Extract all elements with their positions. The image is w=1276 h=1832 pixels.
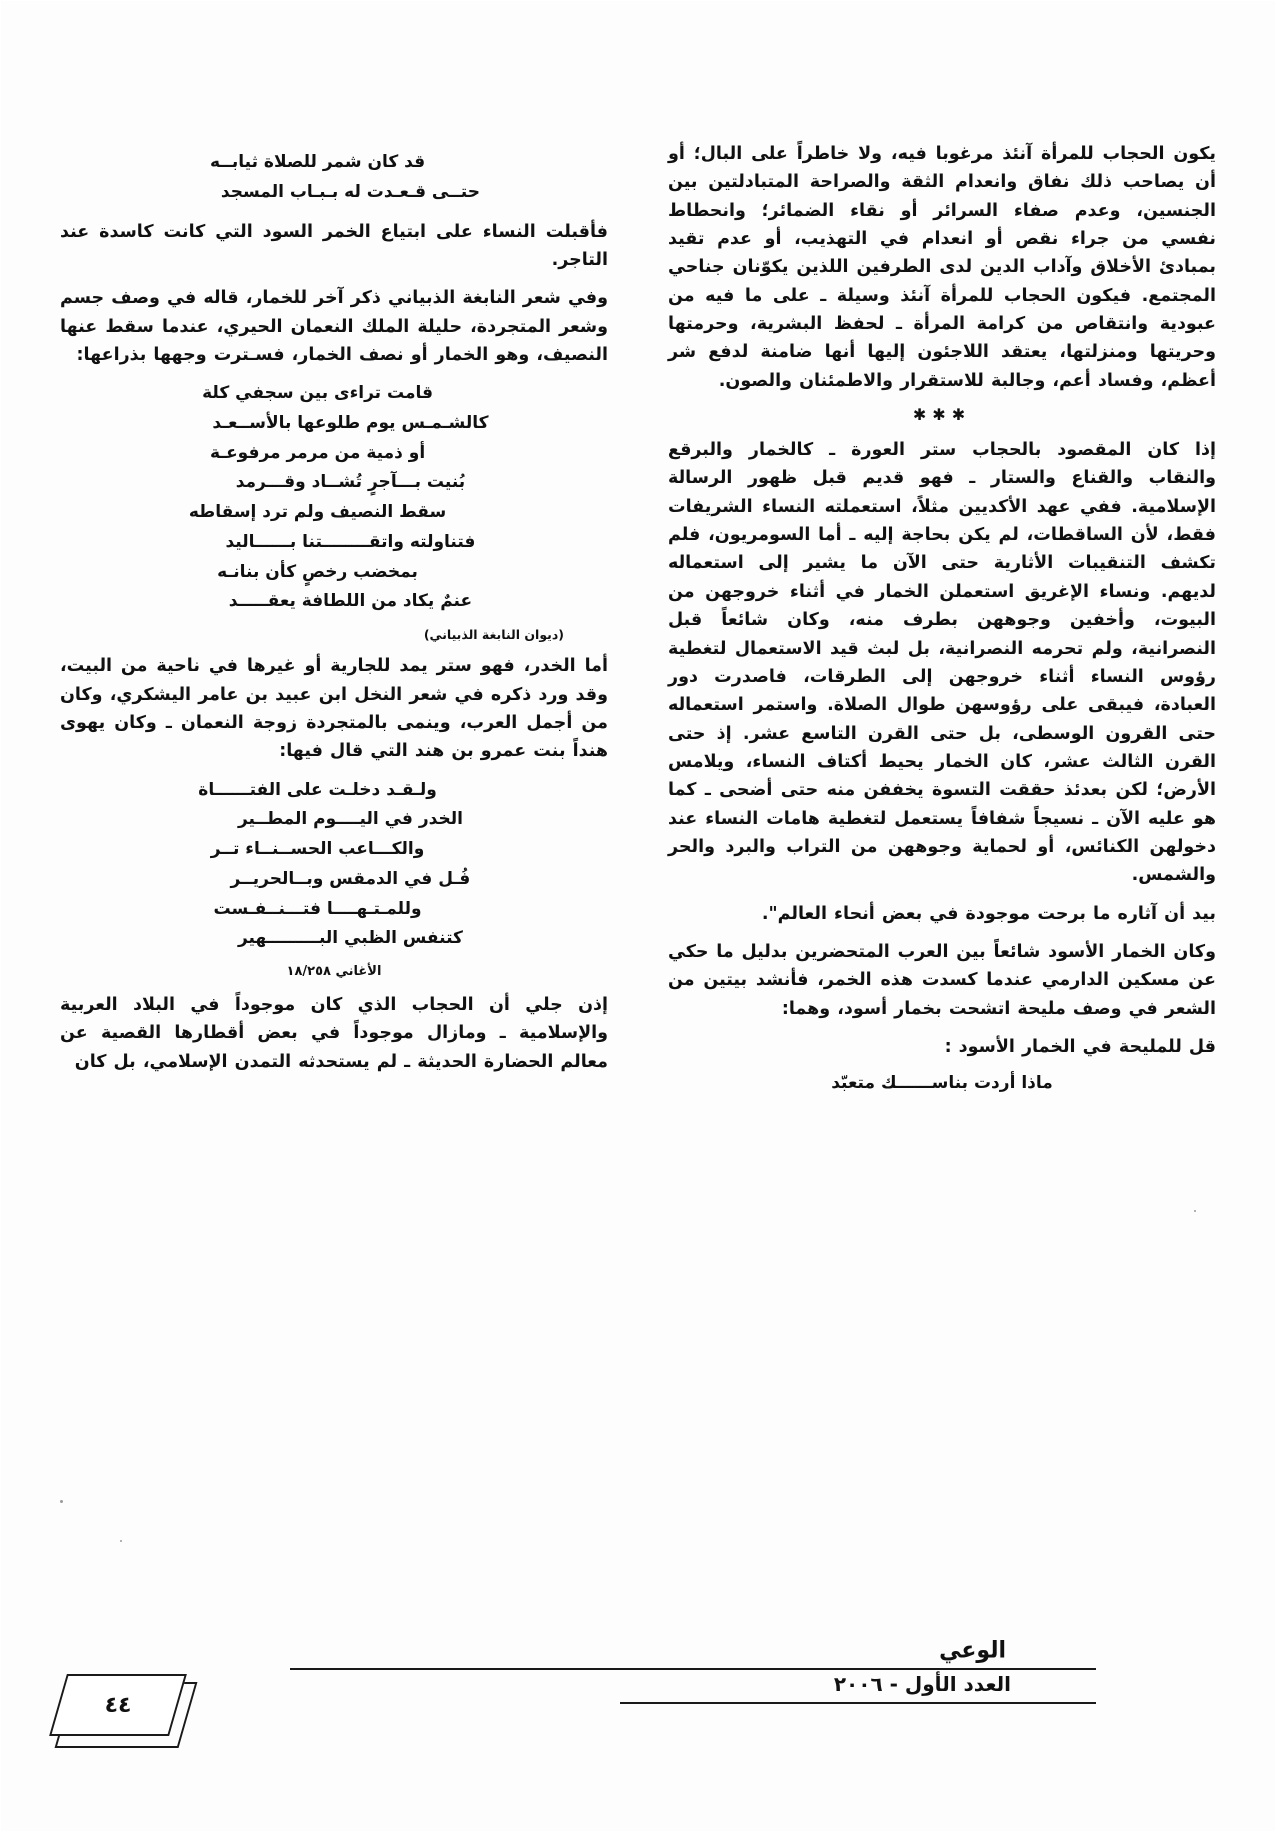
journal-title: الوعي <box>939 1637 1006 1664</box>
paragraph: يكون الحجاب للمرأة آنئذ مرغوبا فيه، ولا خاطراً على البال؛ أو أن يصاحب ذلك نفاق وانعدام الثقة والصراحة المتبادلتين بين الجنسين، وعدم صفاء السرائر أو نقاء الضمائر؛ وانحطاط نفسي من جراء نقص أو انعدام في التهذيب، أو عدم تقيد بمبادئ الأخلاق وآداب الدين لدى الطرفين اللذين يكوّنان جناحي المجتمع. فيكون الحجاب للمرأة آنئذ وسيلة ـ على ما فيه من عبودية وانتقاص من كرامة المرأة ـ لحفظ البشرية، وحرمتها وحريتها ومنزلتها، يعتقد اللاجئون إليها أنها ضامنة لدفع شر أعظم، وفساد أعم، وجالبة للاستقرار والاطمئنان والصون. <box>668 144 1216 391</box>
source-reference: الأغاني ١٨/٢٥٨ <box>286 964 382 980</box>
poem-line: وللمـتـهــــا فتـــنــفـست <box>213 898 422 919</box>
section-separator: ✱✱✱ <box>912 405 972 425</box>
paragraph: وكان الخمار الأسود شائعاً بين العرب المتحضرين بدليل ما حكي عن مسكين الدارمي عندما كسدت هذه الخمر، فأنشد بيتين من الشعر في وصف مليحة اتشحت بخمار أسود، وهما: <box>668 941 1216 1019</box>
poem-line: كتنفس الظبي البـــــــــهير <box>237 928 463 949</box>
poem-line: أو ذمية من مرمر مرفوعـة <box>209 442 426 463</box>
poem-intro: قل للمليحة في الخمار الأسود : <box>944 1036 1216 1057</box>
poem-line: قد كان شمر للصلاة ثيابــه <box>209 152 426 172</box>
poem-line: الخدر في اليــــوم المطــير <box>237 809 463 830</box>
poem-verse <box>60 379 608 617</box>
page-number: ٤٤ <box>104 1692 132 1718</box>
poem-line: فتناولته واتقــــــــتنا بــــــاليد <box>225 531 476 552</box>
paragraph: فأقبلت النساء على ابتياع الخمر السود التي كانت كاسدة عند التاجر. <box>60 221 608 270</box>
poem-line: سقط النصيف ولم ترد إسقاطه <box>188 502 447 523</box>
poem-line: فُـل في الدمقس وبــالحريــر <box>230 868 471 889</box>
poem-verse <box>60 148 608 208</box>
footer-rule <box>290 1668 1096 1670</box>
poem-line: ماذا أردت بناســــــك متعبّد <box>831 1073 1053 1094</box>
poem-line: حتــى قـعـدت له بـبـاب المسجد <box>220 181 480 202</box>
column-left <box>60 140 616 1632</box>
poem-line: والكـــاعب الحســنــاء تــر <box>210 839 425 860</box>
paragraph: وفي شعر النابغة الذبياني ذكر آخر للخمار، قاله في وصف جسم وشعر المتجردة، حليلة الملك النعمان الحيري، عندما سقط عنها النصيف، وهو الخمار أو نصف الخمار، فسـترت وجهها بذراعها: <box>60 288 608 365</box>
scan-speck <box>60 1500 63 1503</box>
paragraph: إذن جلي أن الحجاب الذي كان موجوداً في البلاد العربية والإسلامية ـ ومازال موجوداً في بعض أقطارها القصية عن معالم الحضارة الحديثة ـ لم يستحدثه التمدن الإسلامي، بل كان <box>60 995 608 1072</box>
issue-label: العدد الأول - ٢٠٠٦ <box>833 1672 1011 1696</box>
poem-verse <box>60 776 608 955</box>
scan-speck <box>1194 1210 1196 1212</box>
poem-line: عنمٌ يكاد من اللطافة يعقـــــد <box>228 591 473 612</box>
poem-attribution: (ديوان النابغة الذبياني) <box>423 627 564 643</box>
paragraph: إذا كان المقصود بالحجاب ستر العورة ـ كالخمار والبرقع والنقاب والقناع والستار ـ فهو قديم قبل ظهور الرسالة الإسلامية. ففي عهد الأكديين مثلاً، استعملته النساء الشريفات فقط، لأن الساقطات، لم يكن بحاجة إليه ـ أما السومريون، فلم تكشف التنقيبات الأثارية حتى الآن ما يشير إلى استعماله لديهم. ونساء الإغريق استعملن الخمار في أثناء خروجهن من البيوت، وأخفين وجوههن بطرف منه، وكان شائعاً قبل النصرانية، ولم تحرمه النصرانية، بل لبث قيد الاستعمال لتغطية رؤوس النساء أثناء خروجهن إلى الطرقات، فاصدرت دور العبادة، فيبقى على رؤوسهن طوال الصلاة. واستمر استعماله حتى القرون الوسطى، بل حتى القرن التاسع عشر. إذ حتى القرن الثالث عشر، كان الخمار يحيط أكتاف النساء، ويلامس الأرض؛ لكن بعدئذ حققت التسوة يخففن منه حتى أضحى ـ كما هو عليه الآن ـ نسيجاً شفافاً يستعمل لتغطية هامات النساء عند دخولهن الكنائس، أو لحماية وجوههن من التراب والبرد والحر والشمس. <box>668 440 1216 886</box>
poem-line: قامت تراءى بين سجفي كلة <box>202 383 434 404</box>
poem-line: بُنيت بـــآجرٍ تُشــاد وقـــرمد <box>235 472 466 493</box>
paragraph: بيد أن آثاره ما برحت موجودة في بعض أنحاء العالم". <box>761 903 1216 924</box>
scan-speck <box>120 1540 122 1542</box>
poem-line: بمخضب رخصٍ كأن بنانـه <box>217 561 418 582</box>
column-right <box>660 140 1216 1632</box>
paragraph: أما الخدر، فهو ستر يمد للجارية أو غيرها في ناحية من البيت، وقد ورد ذكره في شعر النخل ابن عبيد بن عامر اليشكري، وكان من أجمل العرب، وينمى بالمتجردة زوجة النعمان ـ وكان يهوى هنداً بنت عمرو بن هند التي قال فيها: <box>60 656 608 762</box>
two-column-body <box>60 140 1216 1632</box>
page-footer <box>60 1637 1216 1760</box>
page-number-badge <box>58 1674 178 1736</box>
poem-line: كالشـمـس يوم طلوعها بالأســعـد <box>212 412 489 433</box>
poem-line: ولـقـد دخلـت على الفتــــــاة <box>198 779 437 800</box>
poem-verse <box>668 1069 1216 1099</box>
footer-rule-secondary <box>620 1702 1096 1704</box>
